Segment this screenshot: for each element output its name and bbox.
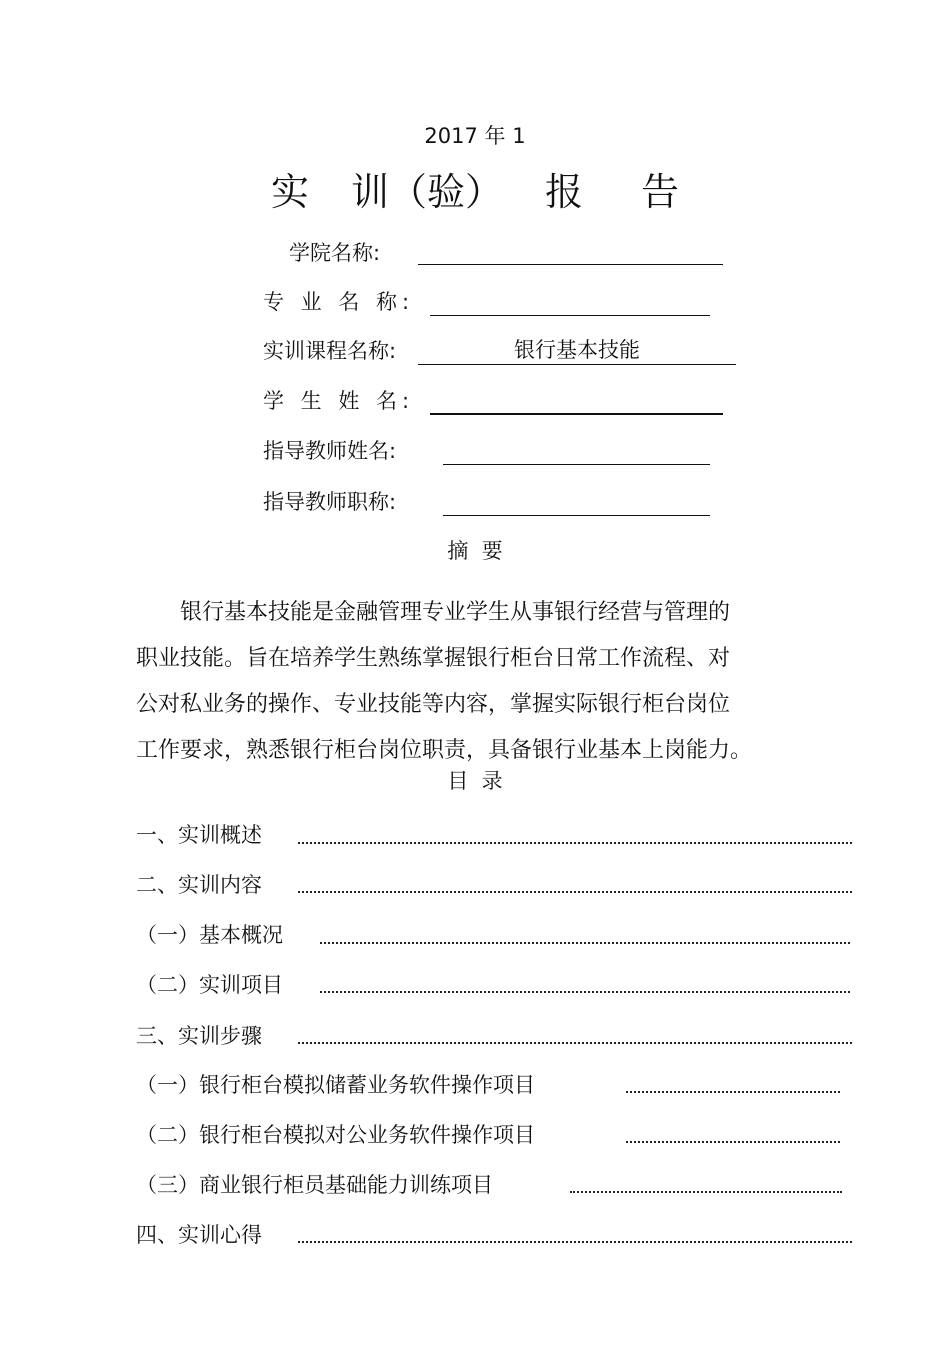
toc-leader: [298, 1042, 852, 1044]
field-label-teacher-title: 指导教师职称:: [263, 490, 397, 514]
toc-item-1[interactable]: 一、实训概述: [136, 823, 262, 847]
report-title: [0, 168, 950, 216]
field-college[interactable]: [418, 236, 723, 265]
title-part-3: 报: [545, 170, 584, 214]
title-part-1: 实: [270, 170, 309, 214]
toc-item-4[interactable]: （二）实训项目: [136, 973, 283, 997]
field-label-major: 专 业 名 称:: [263, 290, 415, 314]
abstract-line: 工作要求，熟悉银行柜台岗位职责，具备银行业基本上岗能力。: [136, 738, 753, 763]
field-course[interactable]: 银行基本技能: [418, 336, 736, 365]
field-label-student: 学 生 姓 名:: [263, 389, 415, 413]
abstract-heading: 摘 要: [447, 539, 503, 563]
toc-item-5[interactable]: 三、实训步骤: [136, 1024, 262, 1048]
toc-leader: [298, 1241, 852, 1243]
title-part-4: 告: [641, 170, 680, 214]
abstract-line: 银行基本技能是金融管理专业学生从事银行经营与管理的: [180, 600, 731, 625]
toc-item-9[interactable]: 四、实训心得: [136, 1223, 262, 1247]
toc-leader: [320, 991, 850, 993]
toc-item-8[interactable]: （三）商业银行柜员基础能力训练项目: [136, 1173, 493, 1197]
field-teacher-title[interactable]: [443, 487, 710, 516]
abstract-line: 职业技能。旨在培养学生熟练掌握银行柜台日常工作流程、对: [136, 646, 731, 671]
field-teacher-name[interactable]: [443, 436, 710, 465]
abstract-line: 公对私业务的操作、专业技能等内容，掌握实际银行柜台岗位: [136, 692, 731, 717]
toc-leader: [626, 1141, 840, 1143]
field-major[interactable]: [430, 287, 710, 316]
field-label-teacher-name: 指导教师姓名:: [263, 439, 397, 463]
toc-item-3[interactable]: （一）基本概况: [136, 923, 283, 947]
field-label-college: 学院名称:: [289, 241, 381, 265]
toc-leader: [626, 1091, 840, 1093]
field-student[interactable]: [430, 385, 723, 415]
toc-leader: [298, 891, 852, 893]
field-label-course: 实训课程名称:: [263, 339, 397, 363]
toc-item-2[interactable]: 二、实训内容: [136, 873, 262, 897]
title-part-2: 训（验）: [350, 170, 503, 214]
toc-item-6[interactable]: （一）银行柜台模拟储蓄业务软件操作项目: [136, 1073, 535, 1097]
report-year: 2017 年 1: [424, 124, 526, 148]
toc-leader: [570, 1191, 842, 1193]
toc-leader: [320, 942, 850, 944]
toc-heading: 目 录: [447, 769, 503, 793]
abstract-body: [136, 590, 776, 774]
toc-leader: [298, 842, 852, 844]
toc-item-7[interactable]: （二）银行柜台模拟对公业务软件操作项目: [136, 1123, 535, 1147]
